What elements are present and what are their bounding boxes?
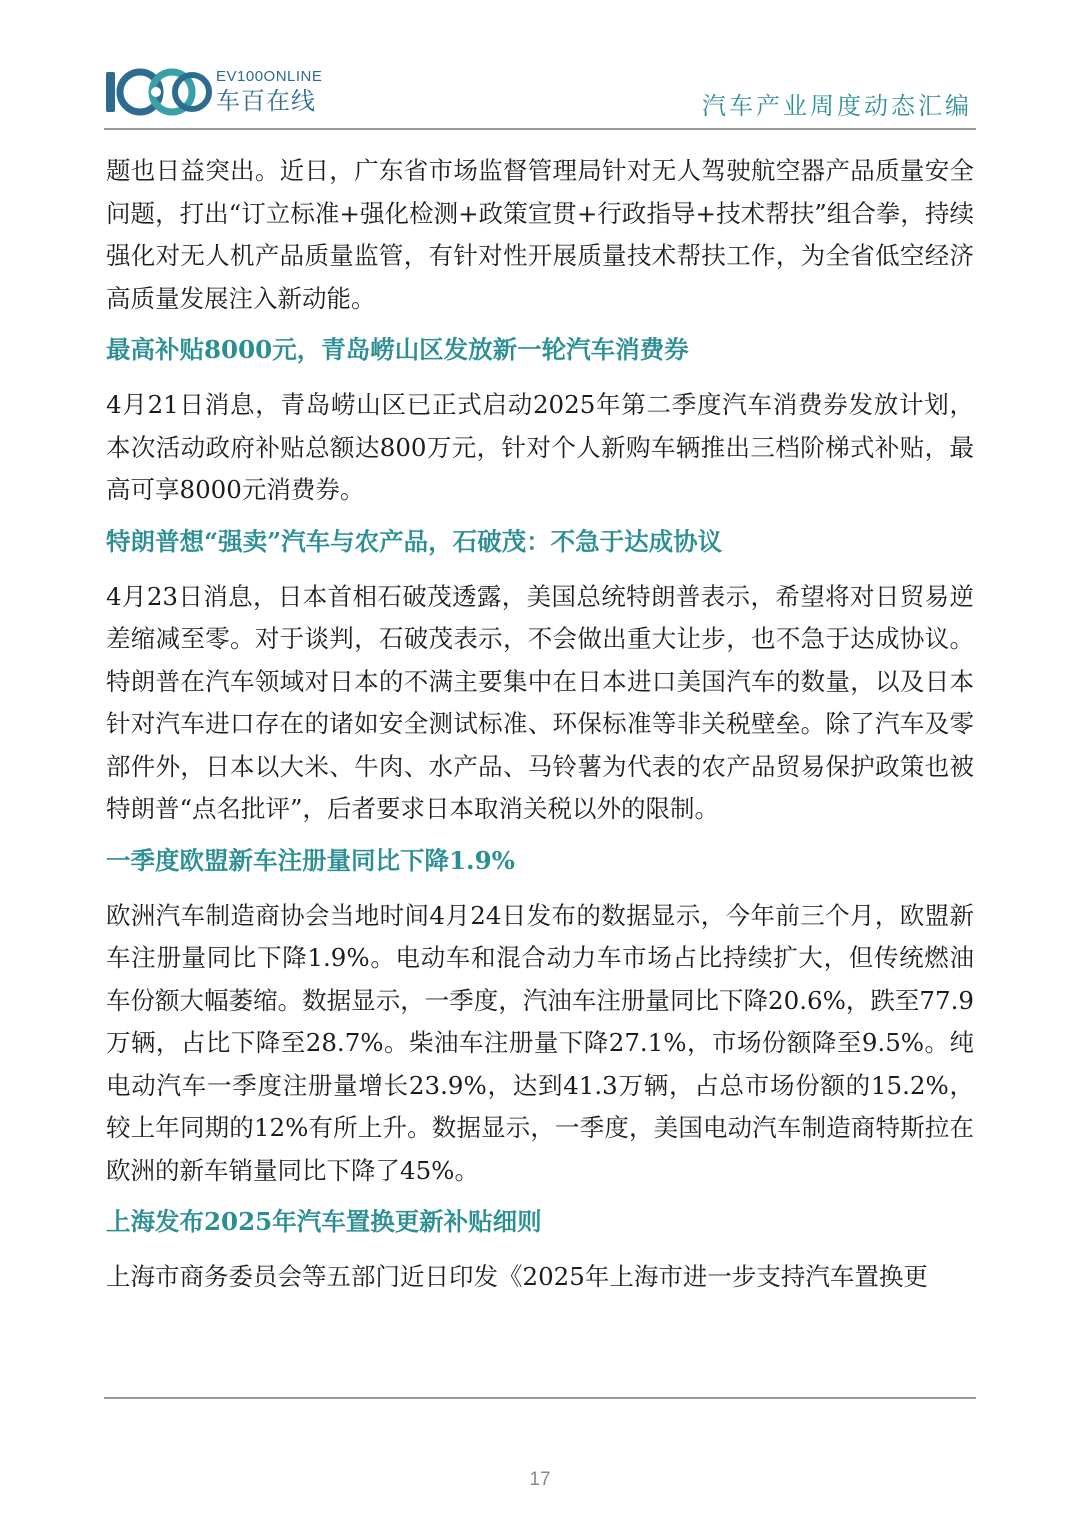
- page-header: [104, 58, 976, 128]
- logo-english: EV100ONLINE: [216, 68, 323, 85]
- section-heading: 一季度欧盟新车注册量同比下降1.9%: [106, 845, 515, 875]
- paragraph-continued: 题也日益突出。近日，广东省市场监督管理局针对无人驾驶航空器产品质量安全问题，打出“订立标准+强化检测+政策宣贯+行政指导+技术帮扶”组合拳，持续强化对无人机产品质量监管，有针对性开展质量技术帮扶工作，为全省低空经济高质量发展注入新动能。: [106, 156, 974, 313]
- article-content: [106, 150, 974, 1309]
- ev100-logo-icon: [104, 64, 214, 120]
- document-title: 汽车产业周度动态汇编: [702, 92, 972, 120]
- paragraph: 欧洲汽车制造商协会当地时间4月24日发布的数据显示，今年前三个月，欧盟新车注册量同比下降1.9%。电动车和混合动力车市场占比持续扩大，但传统燃油车份额大幅萎缩。数据显示，一季度，汽油车注册量同比下降20.6%，跌至77.9万辆，占比下降至28.7%。柴油车注册量下降27.1%，市场份额降至9.5%。纯电动汽车一季度注册量增长23.9%，达到41.3万辆，占总市场份额的15.2%，较上年同期的12%有所上升。数据显示，一季度，美国电动汽车制造商特斯拉在欧洲的新车销量同比下降了45%。: [106, 900, 974, 1185]
- logo-wordmark: [216, 68, 322, 116]
- section-heading: 上海发布2025年汽车置换更新补贴细则: [106, 1207, 542, 1236]
- page-number: 17: [529, 1469, 551, 1490]
- logo-chinese: 车百在线: [216, 87, 316, 115]
- footer-divider: [104, 1397, 976, 1399]
- paragraph: 4月21日消息，青岛崂山区已正式启动2025年第二季度汽车消费券发放计划，本次活动政府补贴总额达800万元，针对个人新购车辆推出三档阶梯式补贴，最高可享8000元消费券。: [106, 390, 974, 504]
- paragraph: 4月23日消息，日本首相石破茂透露，美国总统特朗普表示，希望将对日贸易逆差缩减至零。对于谈判，石破茂表示，不会做出重大让步，也不急于达成协议。特朗普在汽车领域对日本的不满主要集中在日本进口美国汽车的数量，以及日本针对汽车进口存在的诸如安全测试标准、环保标准等非关税壁垒。除了汽车及零部件外，日本以大米、牛肉、水产品、马铃薯为代表的农产品贸易保护政策也被特朗普“点名批评”，后者要求日本取消关税以外的限制。: [106, 581, 974, 823]
- section-heading: 最高补贴8000元，青岛崂山区发放新一轮汽车消费券: [106, 335, 689, 364]
- header-divider: [104, 128, 976, 130]
- paragraph: 上海市商务委员会等五部门近日印发《2025年上海市进一步支持汽车置换更: [106, 1262, 928, 1291]
- section-heading: 特朗普想“强卖”汽车与农产品，石破茂：不急于达成协议: [106, 526, 723, 556]
